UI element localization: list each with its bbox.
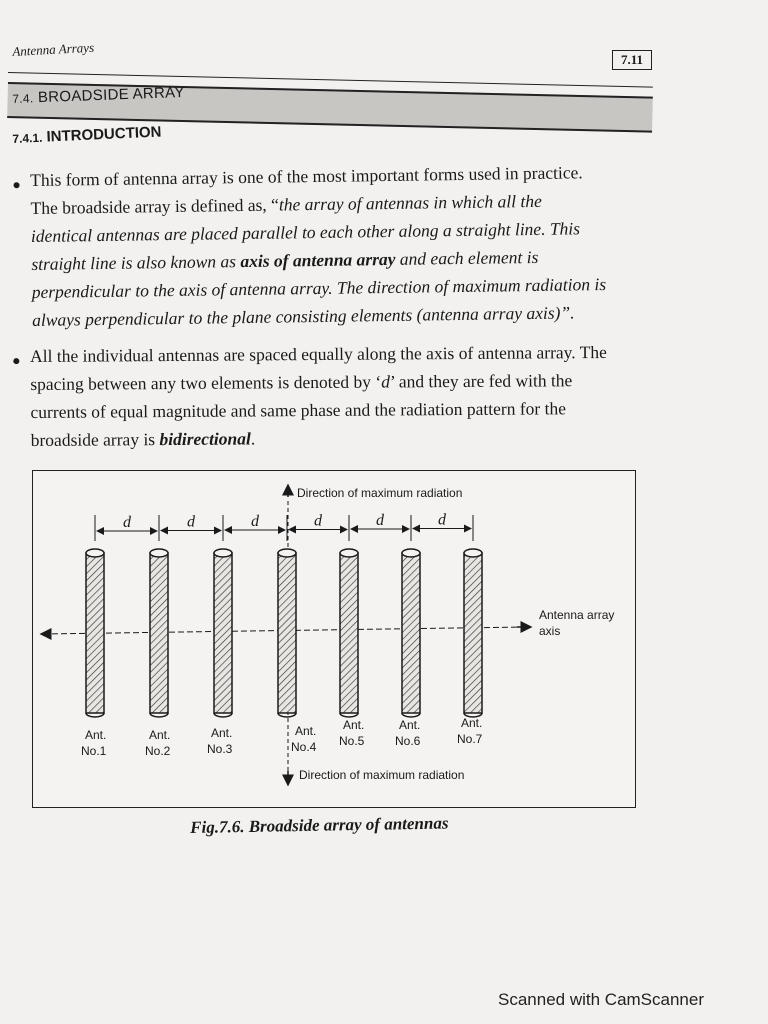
antenna-label-number: No.3 [207,742,233,756]
section-number: 7.4. [12,91,34,106]
bullet-icon: ● [12,354,21,370]
antenna-rod [402,553,420,713]
antenna-rod [340,553,358,713]
antenna-label-ant: Ant. [85,728,107,742]
axis-label-line-2: axis [539,624,561,638]
subsection-title: INTRODUCTION [46,123,162,146]
antenna-label-ant: Ant. [343,718,365,732]
antenna-rod [464,553,482,713]
antenna-element-3 [214,549,232,717]
spacing-d-label: d [123,514,131,531]
text-line: identical antennas are placed parallel to each other along a straight line. This [30,218,581,246]
bullet-icon: ● [12,178,21,194]
antenna-label-number: No.7 [457,732,483,746]
text-line: The broadside array is defined as, “the array of antennas in which all the [30,190,542,218]
antenna-top-cap [402,549,420,557]
page-number: 7.11 [612,50,652,70]
top-direction-label: Direction of maximum radiation [297,486,463,500]
antenna-element-4 [278,549,296,717]
antenna-element-2 [150,549,168,717]
text-line: spacing between any two elements is denoted by ‘d’ and they are fed with the [30,370,573,394]
antenna-element-1 [86,549,104,717]
text-line: currents of equal magnitude and same phase and the radiation pattern for the [30,398,567,422]
section-title: BROADSIDE ARRAY [37,83,185,107]
subsection-heading [12,123,162,146]
antenna-top-cap [464,549,482,557]
broadside-array-figure [32,470,636,808]
spacing-d-label: d [187,513,195,531]
antenna-element-7 [464,549,482,717]
text-line: straight line is also known as axis of antenna array and each element is [31,246,539,274]
paragraph-spacing [12,338,656,454]
antenna-top-cap [150,549,168,557]
antenna-label-ant: Ant. [461,716,483,730]
antenna-label-number: No.1 [81,744,107,758]
antenna-top-cap [214,549,232,557]
paragraph-definition [12,157,657,334]
text-line: always perpendicular to the plane consisting elements (antenna array axis)”. [32,302,575,330]
figure-caption: Fig.7.6. Broadside array of antennas [190,813,449,837]
antenna-labels [81,716,483,758]
antenna-rod [278,553,296,713]
text-line: This form of antenna array is one of the most important forms used in practice. [30,162,583,190]
spacing-d-label: d [438,511,446,529]
antenna-label-number: No.6 [395,734,421,748]
antenna-element-6 [402,549,420,717]
antenna-label-number: No.5 [339,734,365,748]
spacing-d-label: d [314,512,322,530]
spacing-d-label: d [376,512,384,529]
scanner-watermark: Scanned with CamScanner [498,990,705,1009]
antenna-top-cap [86,549,104,557]
antenna-label-number: No.2 [145,744,171,758]
running-title: Antenna Arrays [12,39,95,59]
axis-label-line-1: Antenna array [539,608,615,622]
antenna-label-ant: Ant. [211,726,233,740]
subsection-number: 7.4.1. [12,130,43,146]
spacing-d-label: d [251,513,259,530]
text-line: perpendicular to the axis of antenna array. The direction of maximum radiation is [31,273,607,302]
text-line: broadside array is bidirectional. [30,428,256,450]
text-line: All the individual antennas are spaced equally along the axis of antenna array. The [30,341,607,366]
antenna-label-ant: Ant. [149,728,171,742]
antenna-label-ant: Ant. [399,718,421,732]
spacing-dimensions [95,512,473,542]
antenna-rod [86,553,104,713]
antenna-top-cap [278,549,296,557]
antenna-element-5 [340,549,358,717]
antenna-rod [150,553,168,713]
figure-diagram [33,471,635,807]
bottom-direction-label: Direction of maximum radiation [299,768,465,782]
antenna-label-number: No.4 [291,740,317,754]
antenna-label-ant: Ant. [295,724,317,738]
antenna-rod [214,553,232,713]
antenna-top-cap [340,549,358,557]
